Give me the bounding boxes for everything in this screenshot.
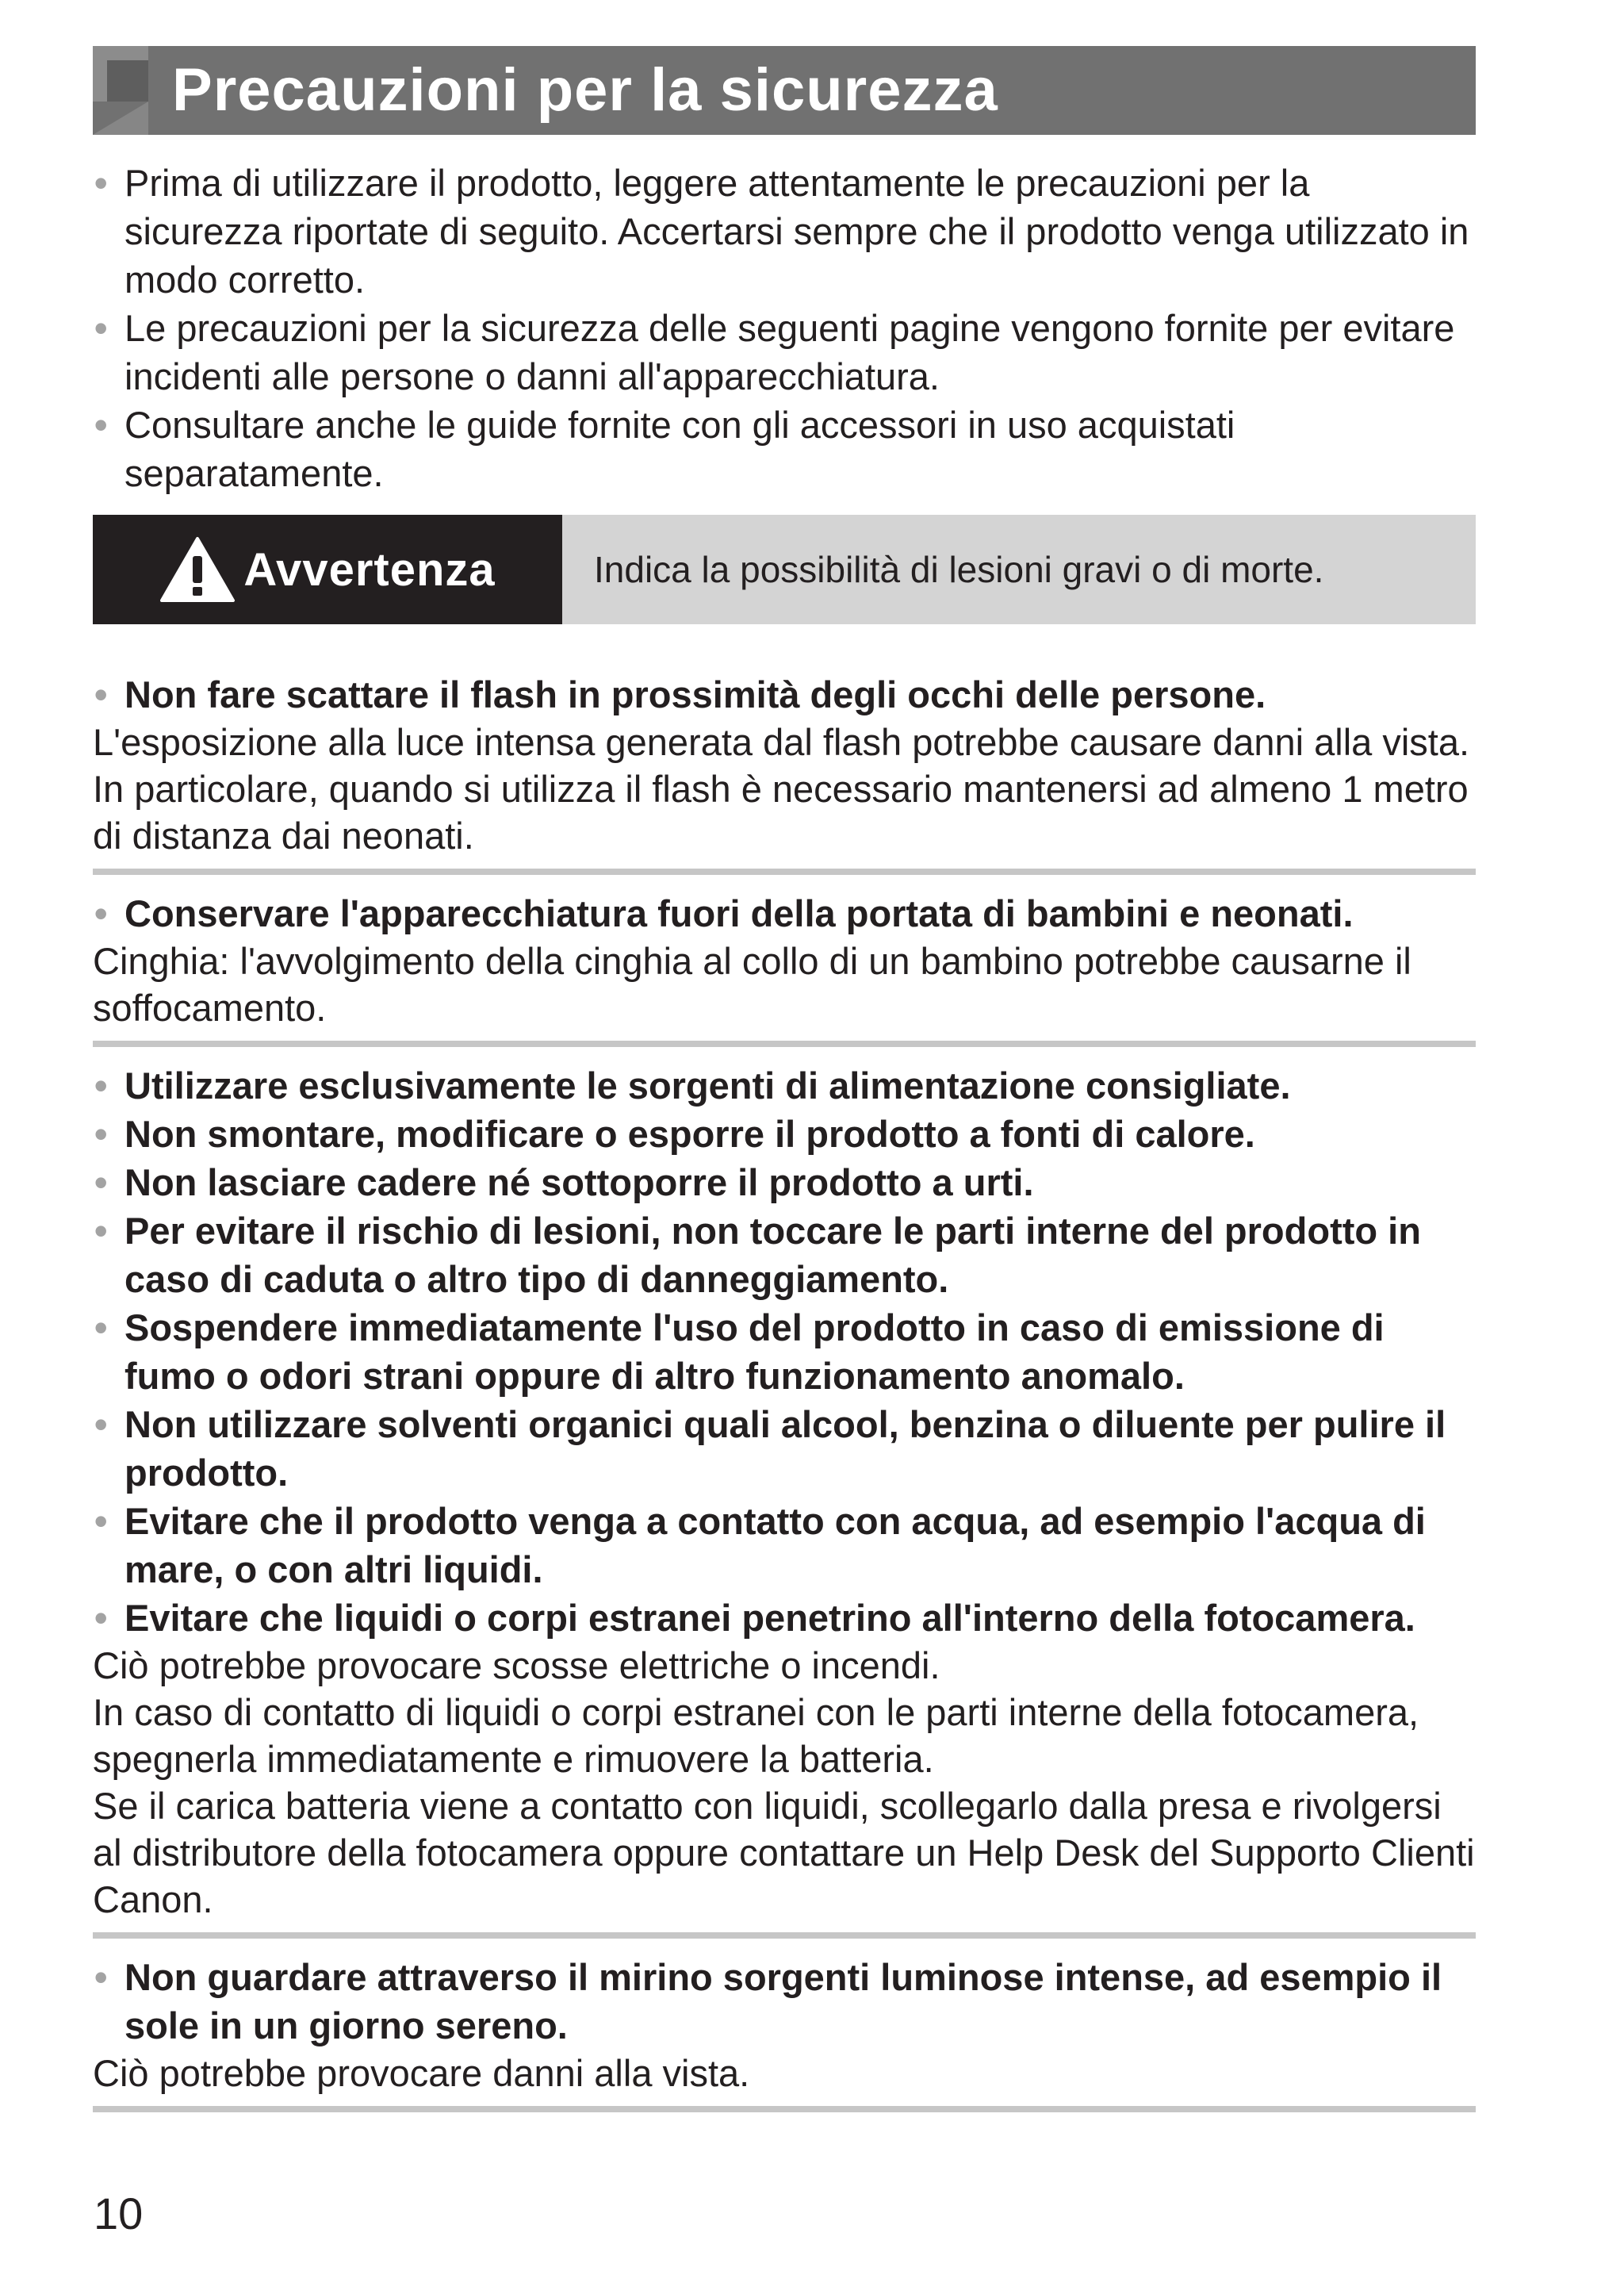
intro-item <box>93 159 1476 304</box>
warning-section <box>93 662 1476 875</box>
warning-bullet <box>93 1953 1476 2050</box>
page-title: Precauzioni per la sicurezza <box>172 56 998 124</box>
warning-body: In caso di contatto di liquidi o corpi estranei con le parti interne della fotocamera, spegnerla immediatamente e rimuovere la batteria. <box>93 1691 1419 1780</box>
warning-bullet-text: Utilizzare esclusivamente le sorgenti di alimentazione consigliate. <box>124 1064 1291 1107</box>
bullet-mark: • <box>94 404 108 446</box>
bullet-mark: • <box>94 1500 108 1542</box>
bullet-mark: • <box>94 673 108 715</box>
warning-bullet-text: Sospendere immediatamente l'uso del prodotto in caso di emissione di fumo o odori strani oppure di altro funzionamento anomalo. <box>124 1306 1385 1397</box>
bullet-mark: • <box>94 1161 108 1203</box>
warning-bullet-text: Evitare che liquidi o corpi estranei penetrino all'interno della fotocamera. <box>124 1597 1415 1639</box>
warning-bullet <box>93 670 1476 719</box>
warning-section <box>93 875 1476 1047</box>
title-corner-mark <box>93 46 148 135</box>
bullet-mark: • <box>94 1306 108 1348</box>
warning-section <box>93 1047 1476 1939</box>
warning-triangle-icon <box>159 535 236 604</box>
warning-body: Cinghia: l'avvolgimento della cinghia al collo di un bambino potrebbe causarne il soffocamento. <box>93 940 1411 1029</box>
warning-bullet-text: Conservare l'apparecchiatura fuori della portata di bambini e neonati. <box>124 892 1354 934</box>
warning-title: Avvertenza <box>243 543 496 596</box>
warning-body: Se il carica batteria viene a contatto con liquidi, scollegarlo dalla presa e rivolgersi al distributore della fotocamera oppure contattare un Help Desk del Supporto Clienti Canon. <box>93 1785 1475 1920</box>
warning-bullet <box>93 1497 1476 1594</box>
intro-list <box>93 159 1476 497</box>
page <box>93 46 1476 2112</box>
bullet-mark: • <box>94 1064 108 1107</box>
warning-bullet <box>93 1110 1476 1158</box>
warning-bullet <box>93 889 1476 938</box>
warning-bullet-text: Evitare che il prodotto venga a contatto con acqua, ad esempio l'acqua di mare, o con altri liquidi. <box>124 1500 1426 1590</box>
warning-body: Ciò potrebbe provocare danni alla vista. <box>93 2052 750 2094</box>
warning-bullet-text: Non utilizzare solventi organici quali alcool, benzina o diluente per pulire il prodotto. <box>124 1403 1446 1494</box>
warning-label-box <box>93 515 562 624</box>
bullet-mark: • <box>94 1113 108 1155</box>
intro-text: Consultare anche le guide fornite con gli accessori in uso acquistati separatamente. <box>124 404 1235 494</box>
warning-bullet-text: Non fare scattare il flash in prossimità degli occhi delle persone. <box>124 673 1266 715</box>
bullet-mark: • <box>94 1403 108 1445</box>
intro-text: Prima di utilizzare il prodotto, leggere attentamente le precauzioni per la sicurezza riportate di seguito. Accertarsi sempre che il prodotto venga utilizzato in modo corretto. <box>124 162 1469 301</box>
bullet-mark: • <box>94 892 108 934</box>
intro-text: Le precauzioni per la sicurezza delle seguenti pagine vengono fornite per evitare incidenti alle persone o danni all'apparecchiatura. <box>124 307 1455 397</box>
warning-bullet-text: Non lasciare cadere né sottoporre il prodotto a urti. <box>124 1161 1034 1203</box>
warning-bullet-text: Per evitare il rischio di lesioni, non toccare le parti interne del prodotto in caso di caduta o altro tipo di danneggiamento. <box>124 1210 1421 1300</box>
bullet-mark: • <box>94 162 108 204</box>
warning-bullet-text: Non smontare, modificare o esporre il prodotto a fonti di calore. <box>124 1113 1255 1155</box>
page-number: 10 <box>94 2188 144 2238</box>
warning-description: Indica la possibilità di lesioni gravi o di morte. <box>594 549 1324 590</box>
intro-item <box>93 304 1476 401</box>
warning-bullet <box>93 1303 1476 1400</box>
warning-legend <box>93 515 1476 624</box>
warning-bullet <box>93 1400 1476 1497</box>
bullet-mark: • <box>94 307 108 349</box>
warning-body: L'esposizione alla luce intensa generata dal flash potrebbe causare danni alla vista. In particolare, quando si utilizza il flash è necessario mantenersi ad almeno 1 metro di distanza dai neonati. <box>93 721 1470 857</box>
warning-section <box>93 1939 1476 2112</box>
warning-bullet <box>93 1061 1476 1110</box>
warning-bullet <box>93 1206 1476 1303</box>
warning-bullet <box>93 1594 1476 1642</box>
bullet-mark: • <box>94 1597 108 1639</box>
bullet-mark: • <box>94 1956 108 1998</box>
warning-bullet-text: Non guardare attraverso il mirino sorgenti luminose intense, ad esempio il sole in un giorno sereno. <box>124 1956 1442 2046</box>
bullet-mark: • <box>94 1210 108 1252</box>
warning-bullet <box>93 1158 1476 1206</box>
intro-item <box>93 401 1476 497</box>
warning-body: Ciò potrebbe provocare scosse elettriche o incendi. <box>93 1644 940 1686</box>
section-title-bar <box>93 46 1476 135</box>
